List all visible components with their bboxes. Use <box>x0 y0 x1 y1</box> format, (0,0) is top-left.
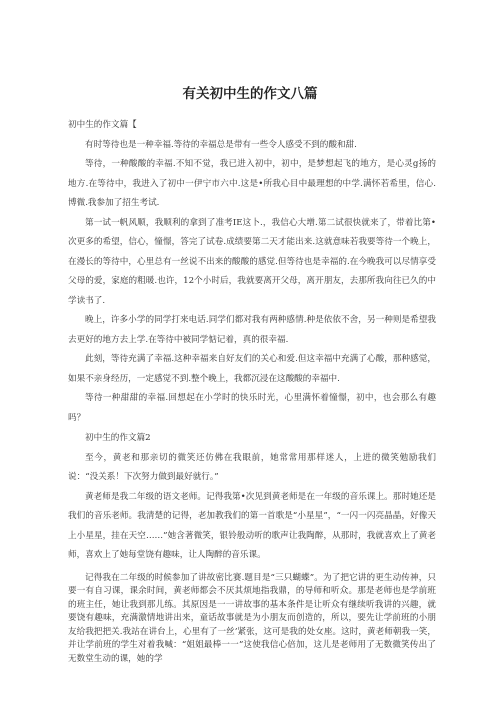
paragraph: 至今，黄老和那亲切的微笑还仿佛在我眼前，她常常用那样迷人，上进的微笑勉励我们说：“没关系！下次努力做到最好就行。” <box>68 452 436 482</box>
section-heading-1: 初中生的作文篇【 <box>68 120 137 130</box>
document-title: 有关初中生的作文八篇 <box>182 86 318 102</box>
paragraph: 黄老师是我二年级的语文老师。记得我第•次见到黄老师是在一年级的音乐课上。那时她还是我们的音乐老师。我清楚的记得，老加教我们的第一首歌是“小星星”，“一闪一闪亮晶晶，好像天上小星星，挂在天空……”她含著微笑，银铃般动听的歌声让我陶醉，从那时，我就喜欢上了黄老师，喜欢上了她每堂饶有趣味，让人陶醉的音乐课。 <box>68 491 436 560</box>
document-body <box>68 116 436 666</box>
paragraph: 此刻，等待充满了幸福.这种幸福来自好友们的关心和爱.但这幸福中充满了心酸，那种感觉，如果不亲身经历，一定感觉不到.整个晚上，我都沉浸在这酸酸的幸福中. <box>68 354 436 384</box>
paragraph: 有时等待也是一种幸福.等待的幸福总是带有一些令人感受不到的酸和甜. <box>85 139 357 150</box>
paragraph: 等待，一种酸酸的幸福.不知不觉，我已进入初中，初中，是梦想起飞的地方，是心灵g扬的地方.在等待中，我进入了初中一伊宁市六中.这是•所我心目中最理想的中学.满怀若希里，信心.博微.我参加了招生考试. <box>68 159 436 208</box>
section-heading-2: 初中生的作文篇2 <box>85 433 151 443</box>
paragraph: 等待一种甜甜的幸福.回想起在小学时的快乐时光，心里满怀着憧憬，初中，也会那么有趣吗？ <box>68 393 436 423</box>
paragraph: 第一试一帆风顺，我顺利的拿到了准考IE这卜.，我信心大增.第二试很快就来了，带着比第•次更多的希望，信心，憧憬，答完了试卷.成绩要第二天才能出来.这就意味若我要等待一个晚上，在漫长的等待中，心里总有一丝说不出来的酸酸的感觉.但等待也是幸福的.在今晚我可以尽情享受父母的爱，家庭的粗暖.也许，12个小时后，我就要离开父母，离开朋友，去那所我向往已久的中学读书了. <box>68 217 436 306</box>
paragraph: 晚上，许多小学的同学打来电话.同学们都对我有两种感情.种是依依不舍，另一种则是希望我去更好的地方去上学.在等待中被同学惦记着，真的很幸福. <box>68 315 436 345</box>
paragraph: 记得我在二年级的时候参加了讲故密比赛.题目是“三只蝴蝶”。为了把它讲的更生动传神，只要一有自习课，课余时间，黄老师都会不厌其烦地指我鼎，的导师和听众。那是老师也是学前班的班主任，她让我到那儿练。其原因是一一讲故事的基本条件是让听众有继续听我讲的兴趣，就要饶有趣味，充满激情地讲出来，童话故事就是为小朋友而创造的，所以，要先让学前班的小朋友给我把把关.我站在讲台上，心里有了一丝’紧张，这可是我的处女座。这时，黄老师朝我一笑，并让学前班的学生对着我喊：“姐姐最棒一一”这使我信心倍加，这儿是老师用了无数微笑传出了无数堂生动的课，她的学 <box>68 572 436 664</box>
